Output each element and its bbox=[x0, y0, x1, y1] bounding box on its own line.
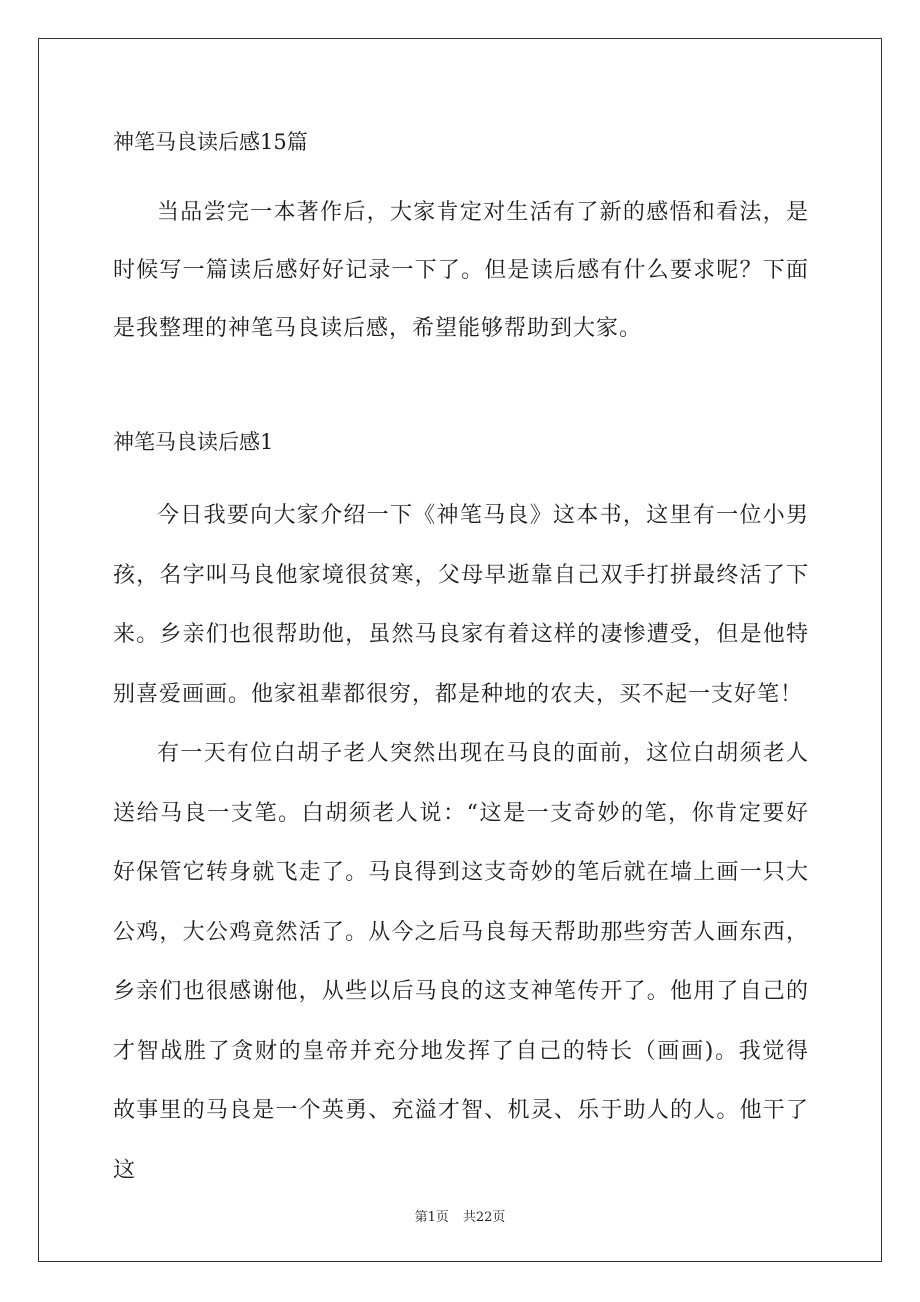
section-title: 神笔马良读后感1 bbox=[113, 430, 274, 454]
intro-paragraph: 当品尝完一本著作后，大家肯定对生活有了新的感悟和看法，是时候写一篇读后感好好记录一下了。但是读后感有什么要求呢？下面是我整理的神笔马良读后感，希望能够帮助到大家。 bbox=[113, 200, 809, 341]
page-total: 共22页 bbox=[462, 1210, 506, 1225]
body-paragraph-1: 今日我要向大家介绍一下《神笔马良》这本书，这里有一位小男孩，名字叫马良他家境很贫寒，父母早逝靠自己双手打拼最终活了下来。乡亲们也很帮助他，虽然马良家有着这样的凄惨遭受，但是他特别喜爱画画。他家祖辈都很穷，都是种地的农夫，买不起一支好笔！ bbox=[113, 503, 809, 707]
body-paragraph-2: 有一天有位白胡子老人突然出现在马良的面前，这位白胡须老人送给马良一支笔。白胡须老人说：“这是一支奇妙的笔，你肯定要好好保管它转身就飞走了。马良得到这支奇妙的笔后就在墙上画一只大公鸡，大公鸡竟然活了。从今之后马良每天帮助那些穷苦人画东西，乡亲们也很感谢他，从些以后马良的这支神笔传开了。他用了自己的才智战胜了贪财的皇帝并充分地发挥了自己的特长（画画)。我觉得故事里的马良是一个英勇、充溢才智、机灵、乐于助人的人。他干了这 bbox=[113, 741, 809, 1183]
page-footer bbox=[0, 1206, 920, 1225]
document-title: 神笔马良读后感15篇 bbox=[113, 130, 308, 154]
page-number: 第1页 bbox=[414, 1210, 449, 1225]
document-body bbox=[113, 120, 809, 1200]
